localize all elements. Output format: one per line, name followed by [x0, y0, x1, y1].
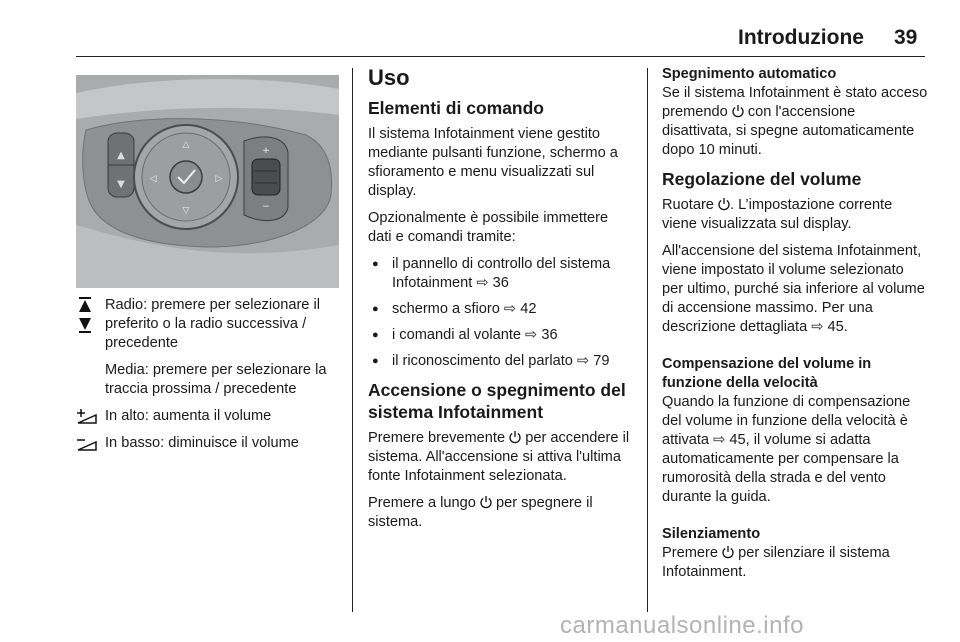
- list-item: ● schermo a sfioro ⇨ 42: [368, 300, 634, 319]
- page-header-title: Introduzione: [738, 26, 864, 49]
- subsection-title: Regolazione del volume: [662, 169, 862, 189]
- svg-text:−: −: [262, 202, 270, 212]
- minor-heading: Spegnimento automatico: [662, 66, 837, 82]
- paragraph: [662, 544, 928, 582]
- legend-row-volume-up: [76, 407, 348, 426]
- column-volume: [662, 65, 928, 590]
- svg-text:▽: ▽: [182, 206, 190, 216]
- paragraph-text: Premere: [662, 545, 718, 561]
- power-icon: [509, 430, 521, 444]
- column-divider-2: [647, 68, 648, 612]
- column-uso: [368, 65, 634, 540]
- paragraph-text: Premere a lungo: [368, 495, 476, 511]
- radio-preset-up-down-icon: [76, 296, 100, 340]
- minor-heading: Silenziamento: [662, 526, 761, 542]
- paragraph: [662, 196, 928, 234]
- header-rule: [76, 56, 925, 57]
- svg-text:+: +: [262, 146, 270, 156]
- column-divider-1: [352, 68, 353, 612]
- svg-text:▲: ▲: [117, 150, 125, 161]
- paragraph: Opzionalmente è possibile immettere dati e comandi tramite:: [368, 210, 609, 245]
- volume-up-icon: [76, 407, 100, 431]
- subsection-title: Elementi di comando: [368, 98, 544, 118]
- paragraph-text: Se il sistema Infotainment è stato acceso premendo: [662, 85, 928, 120]
- paragraph-text: . L’impostazione corrente viene visualizzata sul display.: [662, 197, 893, 232]
- site-watermark: carmanualsonline.info: [560, 612, 804, 639]
- svg-text:◁: ◁: [149, 174, 157, 184]
- input-methods-list: [368, 255, 634, 371]
- volume-rocker: [244, 137, 288, 221]
- paragraph-text: con l'accensione disattivata, si spegne automaticamente dopo 10 minuti.: [662, 104, 915, 158]
- svg-text:▼: ▼: [117, 179, 125, 190]
- list-item: ● il pannello di controllo del sistema Infotainment ⇨ 36: [368, 255, 634, 293]
- volume-down-icon: [76, 434, 100, 458]
- paragraph: Quando la funzione di compensazione del volume in funzione della velocità è attivata ⇨ 45, il volume si adatta automaticamente per compensare la rumorosità della strada e del vento durante la guida.: [662, 394, 911, 505]
- paragraph-text: per spegnere il sistema.: [368, 495, 593, 530]
- power-icon: [718, 197, 730, 211]
- page-number: 39: [894, 26, 918, 49]
- paragraph: All'accensione del sistema Infotainment, viene impostato il volume selezionato per ultimo, purché sia inferiore al volume di accensione massimo. Per una descrizione dettagliata ⇨ 45.: [662, 243, 925, 335]
- legend-text: Radio: premere per selezionare il preferito o la radio successiva / precedente: [105, 297, 320, 351]
- power-icon: [722, 545, 734, 559]
- legend-text: Media: premere per selezionare la traccia prossima / precedente: [105, 362, 327, 397]
- paragraph-text: per silenziare il sistema Infotainment.: [662, 545, 890, 580]
- paragraph-text: Premere brevemente: [368, 430, 506, 446]
- legend-row-volume-down: [76, 434, 348, 453]
- svg-text:▷: ▷: [215, 174, 223, 184]
- svg-text:△: △: [182, 140, 190, 150]
- list-item: ● i comandi al volante ⇨ 36: [368, 326, 634, 345]
- legend-text: In alto: aumenta il volume: [105, 408, 272, 424]
- list-item: ● il riconoscimento del parlato ⇨ 79: [368, 352, 634, 371]
- four-way-dial: [134, 125, 238, 229]
- steering-wheel-controls-illustration: [76, 75, 339, 288]
- paragraph-text: Ruotare: [662, 197, 714, 213]
- paragraph: Il sistema Infotainment viene gestito mediante pulsanti funzione, schermo a sfioramento e menu visualizzati sul display.: [368, 126, 618, 199]
- legend-row-preset: [76, 296, 348, 399]
- legend-text: In basso: diminuisce il volume: [105, 435, 299, 451]
- paragraph: [368, 494, 634, 532]
- paragraph-text: per accendere il sistema. All'accensione si attiva l'ultima fonte Infotainment selezionata.: [368, 430, 630, 484]
- power-icon: [732, 104, 744, 118]
- button-legend: [76, 296, 348, 461]
- paragraph: [662, 84, 928, 160]
- paragraph: [368, 429, 634, 486]
- minor-heading: Compensazione del volume in funzione della velocità: [662, 356, 872, 391]
- subsection-title: Accensione o spegnimento del sistema Infotainment: [368, 380, 626, 422]
- left-preset-buttons: [108, 133, 134, 197]
- power-icon: [480, 495, 492, 509]
- section-title: Uso: [368, 65, 410, 90]
